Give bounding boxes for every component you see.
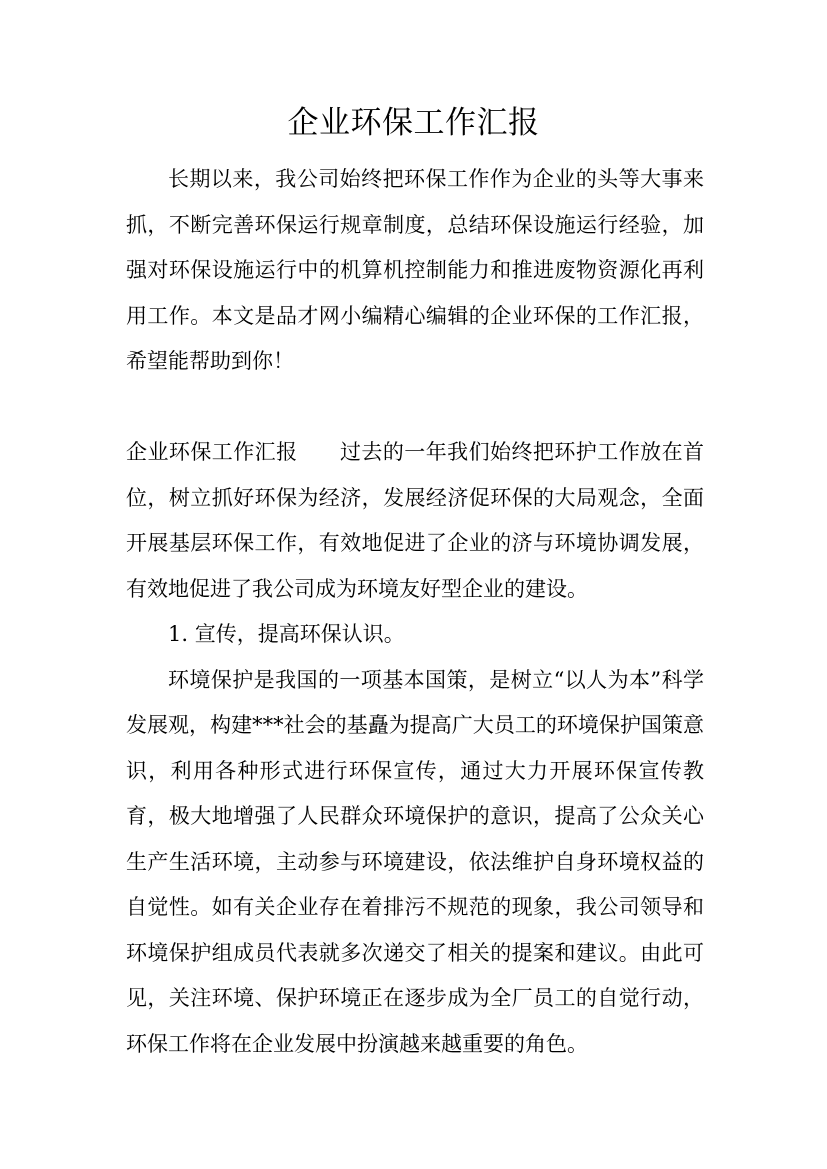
point-heading: 1. 宣传，提高环保认识。: [168, 622, 405, 646]
point-paragraph: 环境保护是我国的一项基本国策，是树立“以人为本”科学发展观，构建***社会的基矗为提高广大员工的环境保护国策意识，利用各种形式进行环保宣传，通过大力开展环保宣传教育，极大地增强了人民群众环境保护的意识，提高了公众关心生产生活环境，主动参与环境建设，依法维护自身环境权益的自觉性。如有关企业存在着排污不规范的现象，我公司领导和环境保护组成员代表就多次递交了相关的提案和建议。由此可见，关注环境、保护环境正在逐步成为全厂员工的自觉行动，环保工作将在企业发展中扮演越来越重要的角色。: [126, 667, 704, 1056]
intro-paragraph: 长期以来，我公司始终把环保工作作为企业的头等大事来抓，不断完善环保运行规章制度，总结环保设施运行经验，加强对环保设施运行中的机算机控制能力和推进废物资源化再利用工作。本文是品才网小编精心编辑的企业环保的工作汇报，希望能帮助到你！: [126, 167, 704, 373]
document-title: 企业环保工作汇报: [287, 105, 540, 141]
blank-line: [126, 385, 704, 431]
section-label: 企业环保工作汇报: [126, 440, 298, 464]
document-body: [126, 157, 704, 1067]
section-paragraph: [126, 430, 704, 612]
section-text: 过去的一年我们始终把环护工作放在首位，树立抓好环保为经济，发展经济促环保的大局观念，全面开展基层环保工作，有效地促进了企业的济与环境协调发展，有效地促进了我公司成为环境友好型企业的建设。: [126, 440, 705, 601]
